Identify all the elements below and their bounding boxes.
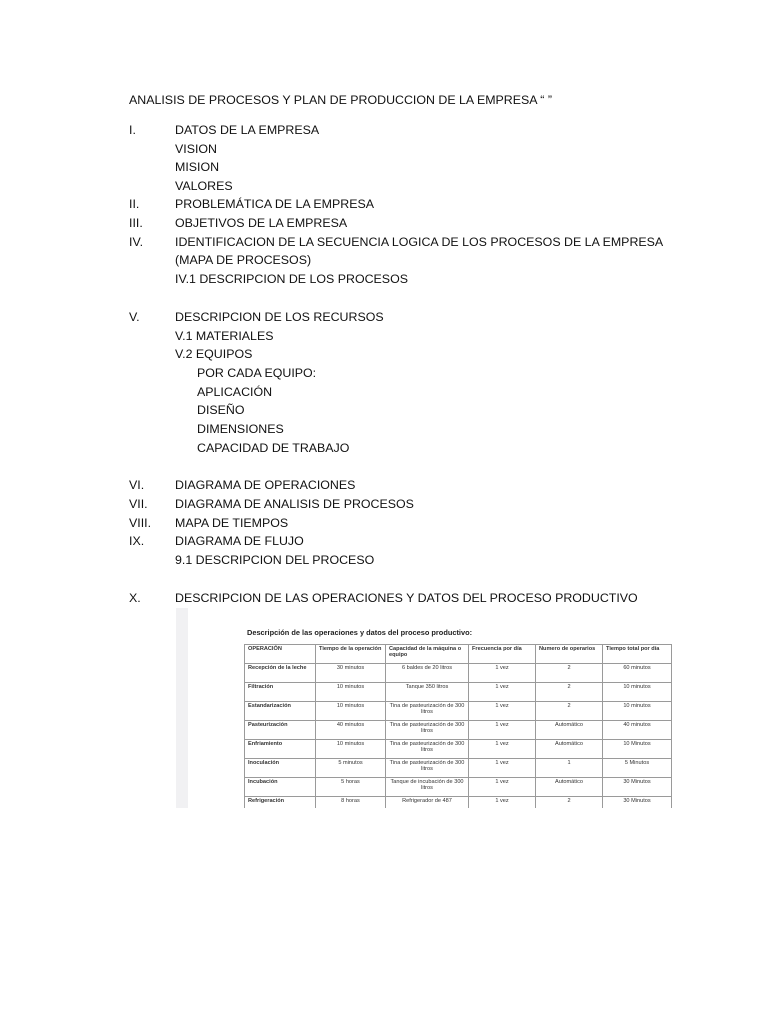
section-number: VII. — [129, 497, 148, 511]
table-header-row — [245, 645, 672, 664]
table-title: Descripción de las operaciones y datos del proceso productivo: — [247, 628, 473, 637]
section-number: VI. — [129, 478, 145, 492]
table-cell: 10 Minutos — [603, 740, 672, 759]
table-cell: 1 vez — [469, 702, 536, 721]
table-cell: 5 minutos — [316, 759, 386, 778]
table-cell: 30 Minutos — [603, 778, 672, 797]
table-cell: 1 vez — [469, 778, 536, 797]
table-header-cell: Numero de operarios — [536, 645, 603, 664]
table-cell: 10 minutos — [316, 683, 386, 702]
equipment-item: APLICACIÓN — [197, 385, 273, 399]
table-cell: 1 — [536, 759, 603, 778]
section-number: I. — [129, 123, 136, 137]
table-cell: 60 minutos — [603, 664, 672, 683]
equipment-item: CAPACIDAD DE TRABAJO — [197, 441, 350, 455]
table-cell: Automático — [536, 740, 603, 759]
subsection-item: IV.1 DESCRIPCION DE LOS PROCESOS — [175, 272, 408, 286]
section-heading: DIAGRAMA DE FLUJO — [175, 534, 304, 548]
section-number: IX. — [129, 534, 145, 548]
table-cell: Tina de pasteurización de 300 litros — [386, 740, 469, 759]
table-cell: Tanque de incubación de 300 litros — [386, 778, 469, 797]
subsection-item: VISION — [175, 142, 217, 156]
table-header-cell: OPERACIÓN — [245, 645, 316, 664]
table-cell: 10 minutos — [603, 702, 672, 721]
operations-table — [244, 644, 672, 808]
table-cell: 5 Minutos — [603, 759, 672, 778]
table-cell: Estandarización — [245, 702, 316, 721]
table-row — [245, 740, 672, 759]
table-image-content — [188, 608, 690, 808]
subsection-item: VALORES — [175, 179, 233, 193]
subsection-item: V.1 MATERIALES — [175, 329, 274, 343]
section-number: III. — [129, 216, 143, 230]
table-cell: Automático — [536, 778, 603, 797]
table-cell: 40 minutos — [603, 721, 672, 740]
table-cell: 1 vez — [469, 797, 536, 809]
subsection-item: MISION — [175, 160, 220, 174]
equipment-item: DISEÑO — [197, 403, 245, 417]
table-row — [245, 759, 672, 778]
table-row — [245, 778, 672, 797]
equipment-item: POR CADA EQUIPO: — [197, 366, 317, 380]
section-heading: MAPA DE TIEMPOS — [175, 516, 289, 530]
section-heading: PROBLEMÁTICA DE LA EMPRESA — [175, 197, 374, 211]
section-heading: DIAGRAMA DE OPERACIONES — [175, 478, 356, 492]
section-number: II. — [129, 197, 140, 211]
section-heading-continued: (MAPA DE PROCESOS) — [175, 253, 312, 267]
table-cell: Inoculación — [245, 759, 316, 778]
table-cell: Tina de pasteurización de 300 litros — [386, 759, 469, 778]
table-cell: Refrigeración — [245, 797, 316, 809]
table-cell: 2 — [536, 797, 603, 809]
table-cell: Filtración — [245, 683, 316, 702]
section-heading: DIAGRAMA DE ANALISIS DE PROCESOS — [175, 497, 414, 511]
table-cell: 10 minutos — [316, 702, 386, 721]
table-header-cell: Tiempo total por día — [603, 645, 672, 664]
table-cell: 6 baldes de 20 litros — [386, 664, 469, 683]
table-cell: 5 horas — [316, 778, 386, 797]
table-cell: 1 vez — [469, 759, 536, 778]
table-cell: Tanque 350 litros — [386, 683, 469, 702]
table-cell: 30 minutos — [316, 664, 386, 683]
table-cell: Tina de pasteurización de 300 litros — [386, 721, 469, 740]
table-row — [245, 702, 672, 721]
table-header-cell: Frecuencia por día — [469, 645, 536, 664]
section-heading: OBJETIVOS DE LA EMPRESA — [175, 216, 348, 230]
section-number: X. — [129, 591, 141, 605]
table-cell: Automático — [536, 721, 603, 740]
table-cell: 2 — [536, 664, 603, 683]
section-heading: IDENTIFICACION DE LA SECUENCIA LOGICA DE LOS PROCESOS DE LA EMPRESA — [175, 235, 664, 249]
table-cell: 10 minutos — [316, 740, 386, 759]
section-heading: DATOS DE LA EMPRESA — [175, 123, 320, 137]
table-cell: 1 vez — [469, 740, 536, 759]
table-cell: 2 — [536, 702, 603, 721]
table-cell: Incubación — [245, 778, 316, 797]
embedded-table-image — [176, 608, 690, 808]
table-header-cell: Tiempo de la operación — [316, 645, 386, 664]
table-cell: 30 Minutos — [603, 797, 672, 809]
subsection-item: 9.1 DESCRIPCION DEL PROCESO — [175, 553, 375, 567]
table-cell: 40 minutos — [316, 721, 386, 740]
table-cell: 2 — [536, 683, 603, 702]
table-row — [245, 721, 672, 740]
table-row — [245, 664, 672, 683]
table-cell: 1 vez — [469, 683, 536, 702]
document-title: ANALISIS DE PROCESOS Y PLAN DE PRODUCCION DE LA EMPRESA “ ” — [129, 93, 553, 107]
table-cell: 1 vez — [469, 721, 536, 740]
table-cell: 10 minutos — [603, 683, 672, 702]
table-cell: Refrigerador de 487 — [386, 797, 469, 809]
section-number: VIII. — [129, 516, 152, 530]
section-heading: DESCRIPCION DE LOS RECURSOS — [175, 310, 384, 324]
table-row — [245, 797, 672, 809]
table-cell: 8 horas — [316, 797, 386, 809]
subsection-item: V.2 EQUIPOS — [175, 347, 253, 361]
section-heading: DESCRIPCION DE LAS OPERACIONES Y DATOS DEL PROCESO PRODUCTIVO — [175, 591, 638, 605]
table-cell: 1 vez — [469, 664, 536, 683]
section-number: V. — [129, 310, 140, 324]
table-cell: Pasteurización — [245, 721, 316, 740]
table-cell: Enfriamiento — [245, 740, 316, 759]
section-number: IV. — [129, 235, 144, 249]
table-cell: Recepción de la leche — [245, 664, 316, 683]
table-header-cell: Capacidad de la máquina o equipo — [386, 645, 469, 664]
equipment-item: DIMENSIONES — [197, 422, 284, 436]
table-row — [245, 683, 672, 702]
table-cell: Tina de pasteurización de 300 litros — [386, 702, 469, 721]
